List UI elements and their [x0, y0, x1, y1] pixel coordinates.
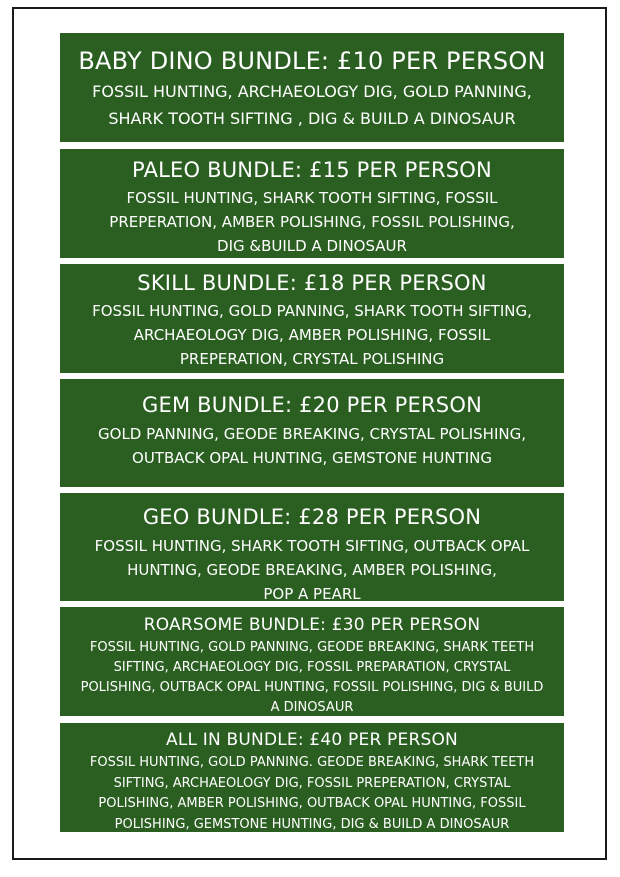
bundle-title: BABY DINO BUNDLE: £10 PER PERSON	[78, 47, 546, 75]
activities-line: FOSSIL HUNTING, SHARK TOOTH SIFTING, OUTBACK OPAL	[94, 537, 530, 555]
activities-line: POLISHING, OUTBACK OPAL HUNTING, FOSSIL POLISHING, DIG & BUILD	[80, 680, 544, 695]
activities-line: PREPERATION, CRYSTAL POLISHING	[179, 350, 445, 368]
bundle-paleo	[60, 149, 564, 258]
activities-line: POP A PEARL	[263, 585, 361, 601]
activities-line: FOSSIL HUNTING, ARCHAEOLOGY DIG, GOLD PANNING,	[92, 82, 532, 101]
activities-line: SIFTING, ARCHAEOLOGY DIG, FOSSIL PREPERATION, CRYSTAL	[113, 775, 511, 791]
activities-line: ARCHAEOLOGY DIG, AMBER POLISHING, FOSSIL	[133, 326, 491, 344]
bundle-title: PALEO BUNDLE: £15 PER PERSON	[132, 158, 492, 182]
bundle-title: GEO BUNDLE: £28 PER PERSON	[142, 505, 482, 529]
activities-line: GOLD PANNING, GEODE BREAKING, CRYSTAL POLISHING,	[98, 425, 526, 443]
bundle-activities	[60, 753, 564, 832]
bundle-geo	[60, 493, 564, 601]
bundle-title: ALL IN BUNDLE: £40 PER PERSON	[166, 730, 458, 750]
bundle-skill	[60, 264, 564, 373]
bundle-title: GEM BUNDLE: £20 PER PERSON	[142, 393, 482, 417]
bundle-all-in	[60, 723, 564, 832]
activities-line: FOSSIL HUNTING, GOLD PANNING, GEODE BREAKING, SHARK TEETH	[89, 640, 535, 655]
activities-line: SIFTING, ARCHAEOLOGY DIG, FOSSIL PREPARATION, CRYSTAL	[113, 660, 511, 675]
bundle-activities	[60, 299, 564, 371]
activities-line: FOSSIL HUNTING, SHARK TOOTH SIFTING, FOSSIL	[126, 189, 498, 207]
activities-line: DIG &BUILD A DINOSAUR	[217, 237, 407, 255]
activities-line: POLISHING, AMBER POLISHING, OUTBACK OPAL HUNTING, FOSSIL	[98, 796, 526, 811]
bundle-activities	[60, 534, 564, 601]
activities-line: POLISHING, GEMSTONE HUNTING, DIG & BUILD A DINOSAUR	[114, 816, 510, 832]
activities-line: SHARK TOOTH SIFTING , DIG & BUILD A DINOSAUR	[108, 109, 516, 128]
bundle-gem	[60, 379, 564, 487]
bundle-activities	[60, 78, 564, 132]
activities-line: A DINOSAUR	[270, 700, 354, 715]
bundle-activities	[60, 186, 564, 258]
activities-line: OUTBACK OPAL HUNTING, GEMSTONE HUNTING	[132, 449, 492, 467]
bundle-baby-dino	[60, 33, 564, 142]
bundle-title: SKILL BUNDLE: £18 PER PERSON	[137, 271, 487, 295]
activities-line: HUNTING, GEODE BREAKING, AMBER POLISHING,	[127, 561, 497, 579]
bundle-activities	[60, 638, 564, 716]
bundle-roarsome	[60, 607, 564, 716]
bundle-title: ROARSOME BUNDLE: £30 PER PERSON	[143, 615, 481, 635]
bundle-activities	[60, 422, 564, 470]
activities-line: FOSSIL HUNTING, GOLD PANNING. GEODE BREAKING, SHARK TEETH	[89, 755, 535, 770]
activities-line: FOSSIL HUNTING, GOLD PANNING, SHARK TOOTH SIFTING,	[92, 302, 532, 320]
activities-line: PREPERATION, AMBER POLISHING, FOSSIL POLISHING,	[109, 213, 515, 231]
